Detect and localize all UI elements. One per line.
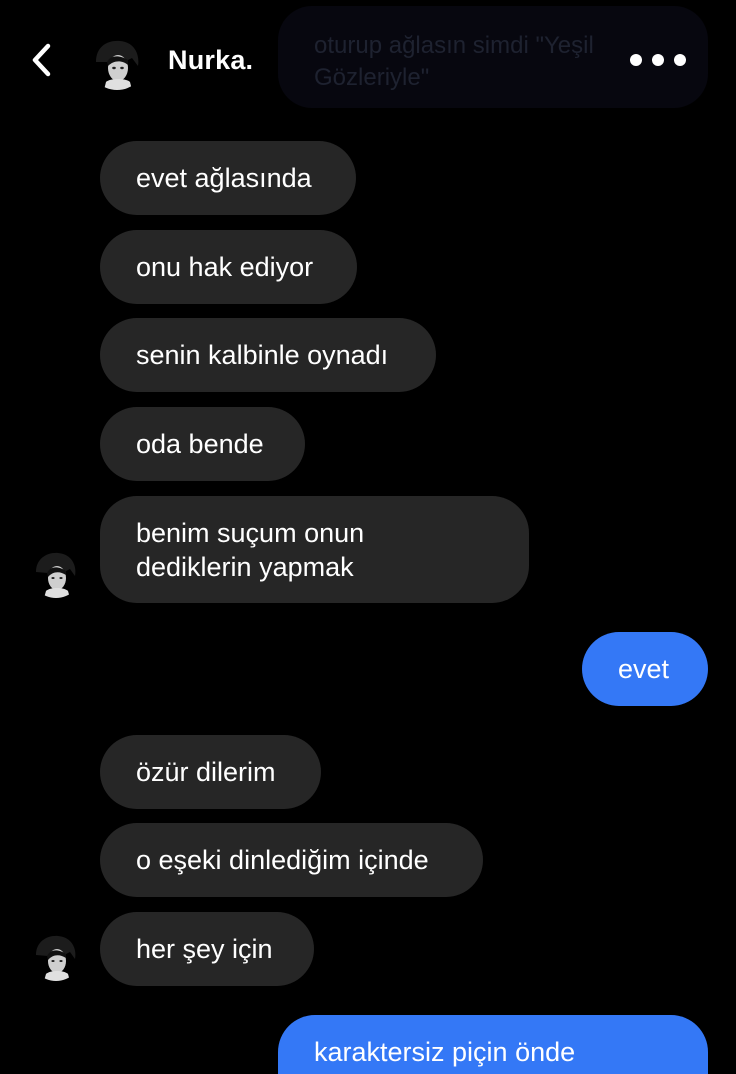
incoming-message[interactable]: o eşeki dinlediğim içinde bbox=[100, 823, 483, 897]
more-dot bbox=[674, 54, 686, 66]
chat-header bbox=[0, 0, 736, 120]
incoming-message[interactable]: onu hak ediyor bbox=[100, 230, 357, 304]
incoming-message[interactable]: her şey için bbox=[100, 912, 314, 986]
more-dot bbox=[652, 54, 664, 66]
message-line: benim suçum onun bbox=[136, 518, 365, 548]
incoming-message[interactable]: özür dilerim bbox=[100, 735, 321, 809]
incoming-message[interactable]: senin kalbinle oynadı bbox=[100, 318, 436, 392]
back-button[interactable] bbox=[22, 38, 62, 82]
sender-avatar[interactable] bbox=[30, 929, 82, 981]
more-dot bbox=[630, 54, 642, 66]
message-line: dediklerin yapmak bbox=[136, 552, 354, 582]
pinned-message-preview[interactable]: oturup ağlasın simdi "Yeşil Gözleriyle" bbox=[278, 6, 708, 108]
outgoing-message[interactable]: karaktersiz piçin önde bbox=[278, 1015, 708, 1074]
outgoing-message[interactable]: evet bbox=[582, 632, 708, 706]
incoming-message[interactable]: oda bende bbox=[100, 407, 305, 481]
incoming-message[interactable]: evet ağlasında bbox=[100, 141, 356, 215]
contact-avatar[interactable] bbox=[88, 32, 146, 90]
more-options-button[interactable] bbox=[630, 40, 686, 80]
chevron-left-icon bbox=[30, 42, 54, 78]
contact-name[interactable]: Nurka. bbox=[168, 45, 254, 75]
sender-avatar[interactable] bbox=[30, 546, 82, 598]
incoming-message[interactable] bbox=[100, 496, 529, 603]
